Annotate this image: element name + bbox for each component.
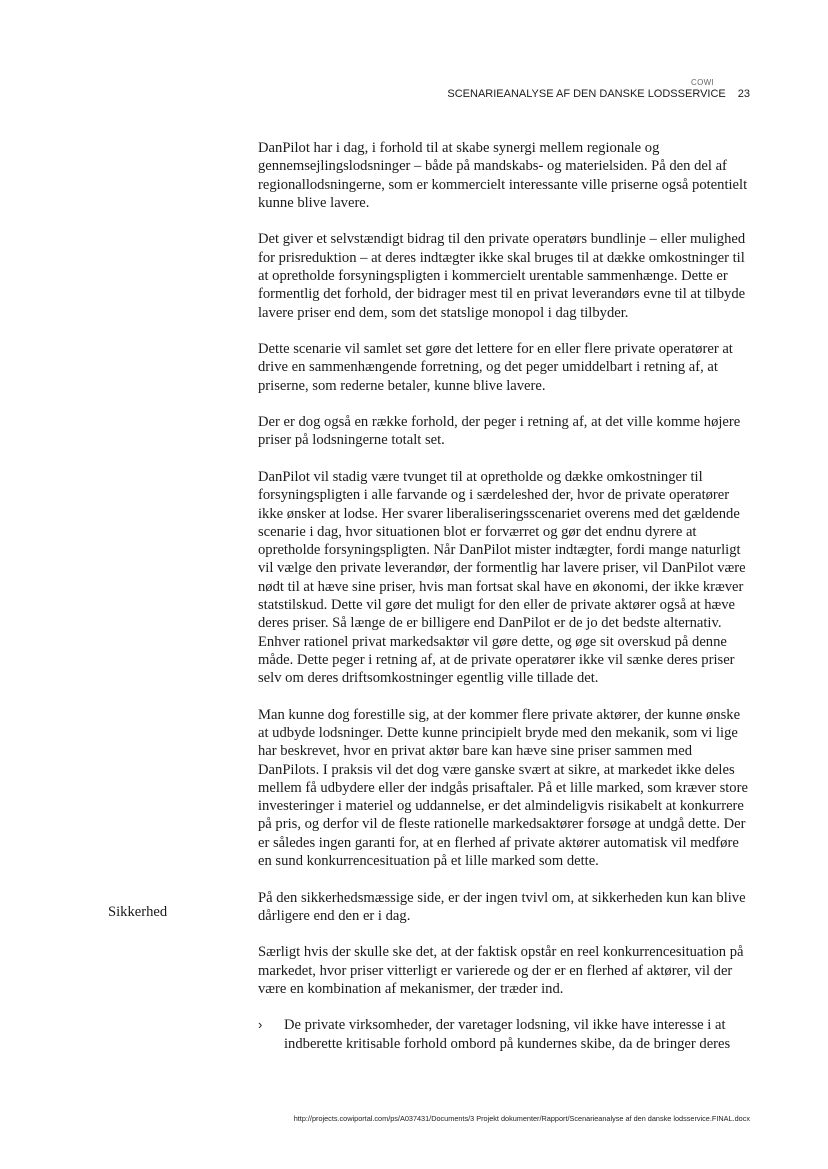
paragraph: Der er dog også en række forhold, der peger i retning af, at det ville komme højere priser på lodsningerne totalt set. (258, 414, 741, 449)
document-body (258, 139, 748, 1053)
paragraph: Særligt hvis der skulle ske det, at der faktisk opstår en reel konkurrencesituation på markedet, hvor priser vitterligt er varierede og der er en flerhed af aktører, vil der være en kombination af mekanismer, der træder ind. (258, 944, 744, 997)
bullet-text: De private virksomheder, der varetager lodsning, vil ikke have interesse i at indberette kritisable forhold ombord på kundernes skibe, da de bringer deres (284, 1017, 731, 1052)
page-header (300, 88, 750, 100)
bullet-item (258, 1016, 748, 1053)
paragraph: Det giver et selvstændigt bidrag til den private operatørs bundlinje – eller mulighed for prisreduktion – at deres indtægter ikke skal bruges til at dække omkostninger til at opretholde forsyningspligten i kommercielt urentable sammenhænge. Dette er formentlig det forhold, der bidrager mest til en privat leverandørs evne til at tilbyde lavere priser end dem, som det statslige monopol i dag tilbyder. (258, 231, 746, 321)
document-title: SCENARIEANALYSE AF DEN DANSKE LODSSERVICE (447, 88, 726, 100)
bullet-marker: › (258, 1017, 263, 1033)
paragraph: DanPilot har i dag, i forhold til at skabe synergi mellem regionale og gennemsejlingslodsninger – både på mandskabs- og materielsiden. På den del af regionallodsningerne, som er kommercielt interessante ville priserne også potentielt kunne blive lavere. (258, 140, 748, 211)
paragraph: På den sikkerhedsmæssige side, er der ingen tvivl om, at sikkerheden kun kan blive dårligere end den er i dag. (258, 889, 746, 924)
paragraph: Man kunne dog forestille sig, at der kommer flere private aktører, der kunne ønske at udbyde lodsninger. Dette kunne principielt bryde med den mekanik, som vi lige har beskrevet, hvor en privat aktør bare kan hæve sine priser sammen med DanPilots. I praksis vil det dog være ganske svært at sikre, at markedet ikke deles mellem få udbydere eller der indgås prisaftaler. På et lille marked, som kræver store investeringer i materiel og uddannelse, er det almindeligvis risikabelt at konkurrere på pris, og derfor vil de fleste rationelle markedsaktører forsøge at undgå dette. Der er således ingen garanti for, at en flerhed af private aktører automatisk vil medføre en sund konkurrencesituation på et lille marked som dette. (258, 706, 748, 870)
paragraph: Dette scenarie vil samlet set gøre det lettere for en eller flere private operatører at drive en sammenhængende forretning, og det peger umiddelbart i retning af, at priserne, som rederne betaler, kunne blive lavere. (258, 341, 733, 394)
footer-file-path: http://projects.cowiportal.com/ps/A037431/Documents/3 Projekt dokumenter/Rapport/Scenarieanalyse af den danske lodsservice.FINAL.docx (293, 1114, 750, 1123)
company-logo: COWI (691, 78, 714, 87)
section-label-sikkerhed: Sikkerhed (108, 904, 168, 920)
paragraph: DanPilot vil stadig være tvunget til at opretholde og dække omkostninger til forsyningspligten i alle farvande og i særdeleshed der, hvor de private operatører ikke ønsker at lodse. Her svarer liberaliseringsscenariet overens med det gældende scenarie i dag, hvor situationen blot er forværret og gør det endnu dyrere at opretholde forsyningspligten. Når DanPilot mister indtægter, fordi mange naturligt vil vælge den private leverandør, der formentlig har lavere priser, vil DanPilot være nødt til at hæve sine priser, hvis man fortsat skal have en økonomi, der ikke kræver statstilskud. Dette vil gøre det muligt for den eller de private aktører også at hæve deres priser. Så længe de er billigere end DanPilot er de jo det bedste alternativ. Enhver rationel privat markedsaktør vil gøre dette, og øge sit overskud på denne måde. Dette peger i retning af, at de private operatører ikke vil sænke deres priser selv om deres driftsomkostninger egentlig ville tillade det. (258, 468, 746, 687)
page-number: 23 (737, 88, 750, 100)
